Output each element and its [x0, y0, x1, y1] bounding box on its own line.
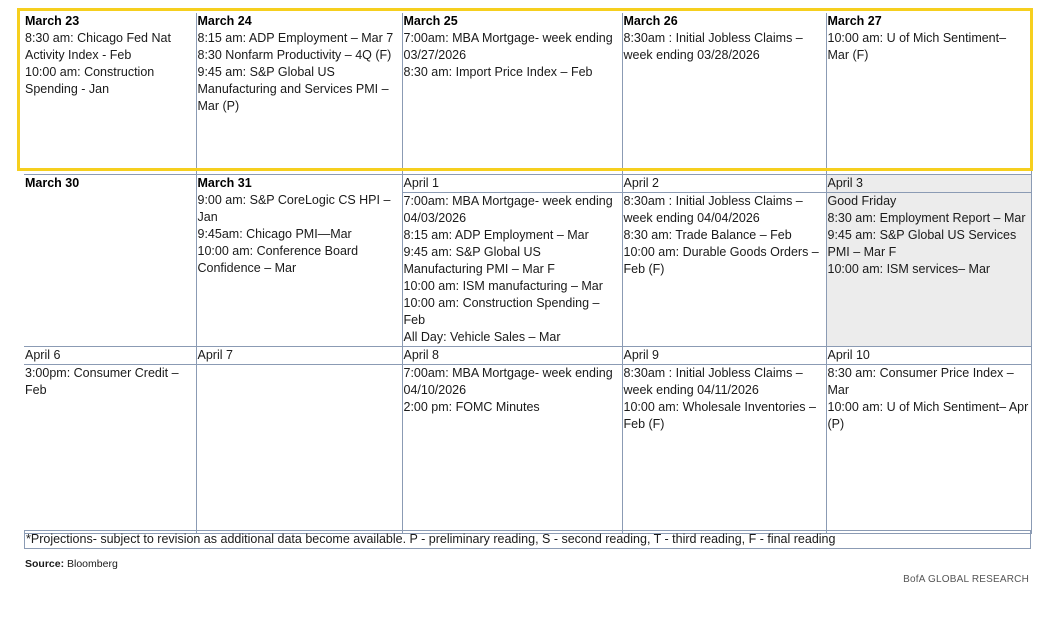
calendar-event: 8:15 am: ADP Employment – Mar [403, 228, 589, 242]
day-date: March 27 [827, 14, 882, 28]
calendar-event: 9:45am: Chicago PMI—Mar [197, 227, 352, 241]
day-date: April 7 [197, 347, 402, 365]
calendar-day-cell [196, 175, 402, 347]
calendar-event: 10:00 am: Durable Goods Orders – Feb (F) [623, 245, 819, 276]
calendar-event: 8:30 Nonfarm Productivity – 4Q (F) [197, 48, 392, 62]
calendar-event: 8:30am : Initial Jobless Claims – week ending 03/28/2026 [623, 31, 803, 62]
calendar-day-cell [622, 347, 826, 534]
source-label: Source: [25, 558, 65, 570]
calendar-event: 10:00 am: Conference Board Confidence – Mar [197, 244, 359, 275]
footnote: *Projections- subject to revision as additional data become available. P - preliminary reading, S - second reading, T - third reading, F - final reading [24, 530, 1031, 549]
calendar-event: 8:30am : Initial Jobless Claims – week ending 04/11/2026 [623, 366, 803, 397]
calendar-event: 8:30 am: Trade Balance – Feb [623, 228, 792, 242]
calendar-event: 10:00 am: U of Mich Sentiment– Mar (F) [827, 31, 1007, 62]
calendar-week-row [24, 13, 1031, 175]
day-date: April 3 [827, 175, 1031, 193]
day-date: March 30 [25, 176, 80, 190]
calendar-event: 7:00am: MBA Mortgage- week ending 04/10/2026 [403, 366, 613, 397]
calendar-event: 10:00 am: Construction Spending - Jan [25, 65, 155, 96]
calendar-event: 8:30 am: Import Price Index – Feb [403, 65, 593, 79]
calendar-event: 8:30 am: Employment Report – Mar [827, 211, 1026, 225]
calendar-day-cell [402, 175, 622, 347]
day-date: March 25 [403, 14, 458, 28]
calendar-day-cell [402, 347, 622, 534]
economic-calendar [24, 13, 1032, 534]
day-date: April 1 [403, 175, 622, 193]
calendar-day-cell [24, 13, 196, 175]
day-date: April 8 [403, 347, 622, 365]
calendar-day-cell [196, 347, 402, 534]
calendar-event: 3:00pm: Consumer Credit – Feb [25, 366, 179, 397]
calendar-event: 9:45 am: S&P Global US Manufacturing PMI – Mar F [403, 245, 555, 276]
day-date: April 9 [623, 347, 826, 365]
calendar-event: 2:00 pm: FOMC Minutes [403, 400, 540, 414]
day-date: April 10 [827, 347, 1031, 365]
calendar-day-cell [622, 13, 826, 175]
calendar-day-cell [24, 347, 196, 534]
calendar-day-cell [402, 13, 622, 175]
calendar-event: 10:00 am: U of Mich Sentiment– Apr (P) [827, 400, 1029, 431]
calendar-event: 8:30 am: Chicago Fed Nat Activity Index - Feb [25, 31, 171, 62]
calendar-event: 9:45 am: S&P Global US Services PMI – Mar F [827, 228, 1017, 259]
source-value: Bloomberg [64, 558, 118, 570]
calendar-event: 7:00am: MBA Mortgage- week ending 03/27/2026 [403, 31, 613, 62]
calendar-event: 8:30 am: Consumer Price Index – Mar [827, 366, 1014, 397]
calendar-event: 10:00 am: Wholesale Inventories – Feb (F) [623, 400, 816, 431]
calendar-event: All Day: Vehicle Sales – Mar [403, 330, 561, 344]
day-date: March 26 [623, 14, 678, 28]
calendar-event: 8:30am : Initial Jobless Claims – week ending 04/04/2026 [623, 194, 803, 225]
calendar-event: 7:00am: MBA Mortgage- week ending 04/03/2026 [403, 194, 613, 225]
calendar-event: 9:45 am: S&P Global US Manufacturing and Services PMI – Mar (P) [197, 65, 389, 113]
day-date: April 6 [24, 347, 196, 365]
calendar-week-row [24, 347, 1031, 534]
source-line [25, 558, 118, 570]
day-date: April 2 [623, 175, 826, 193]
brand-mark: BofA GLOBAL RESEARCH [903, 574, 1029, 585]
day-date: March 31 [197, 176, 252, 190]
calendar-day-cell [622, 175, 826, 347]
calendar-day-cell [826, 175, 1031, 347]
calendar-event: 9:00 am: S&P CoreLogic CS HPI – Jan [197, 193, 391, 224]
calendar-event: 10:00 am: ISM manufacturing – Mar [403, 279, 603, 293]
calendar-day-cell [826, 13, 1031, 175]
calendar-day-cell [196, 13, 402, 175]
calendar-event: 10:00 am: ISM services– Mar [827, 262, 991, 276]
calendar-event: Good Friday [827, 194, 897, 208]
day-date: March 23 [25, 14, 80, 28]
calendar-event: 8:15 am: ADP Employment – Mar 7 [197, 31, 394, 45]
day-date: March 24 [197, 14, 252, 28]
calendar-day-cell [24, 175, 196, 347]
calendar-day-cell [826, 347, 1031, 534]
calendar-event: 10:00 am: Construction Spending – Feb [403, 296, 600, 327]
calendar-week-row [24, 175, 1031, 347]
